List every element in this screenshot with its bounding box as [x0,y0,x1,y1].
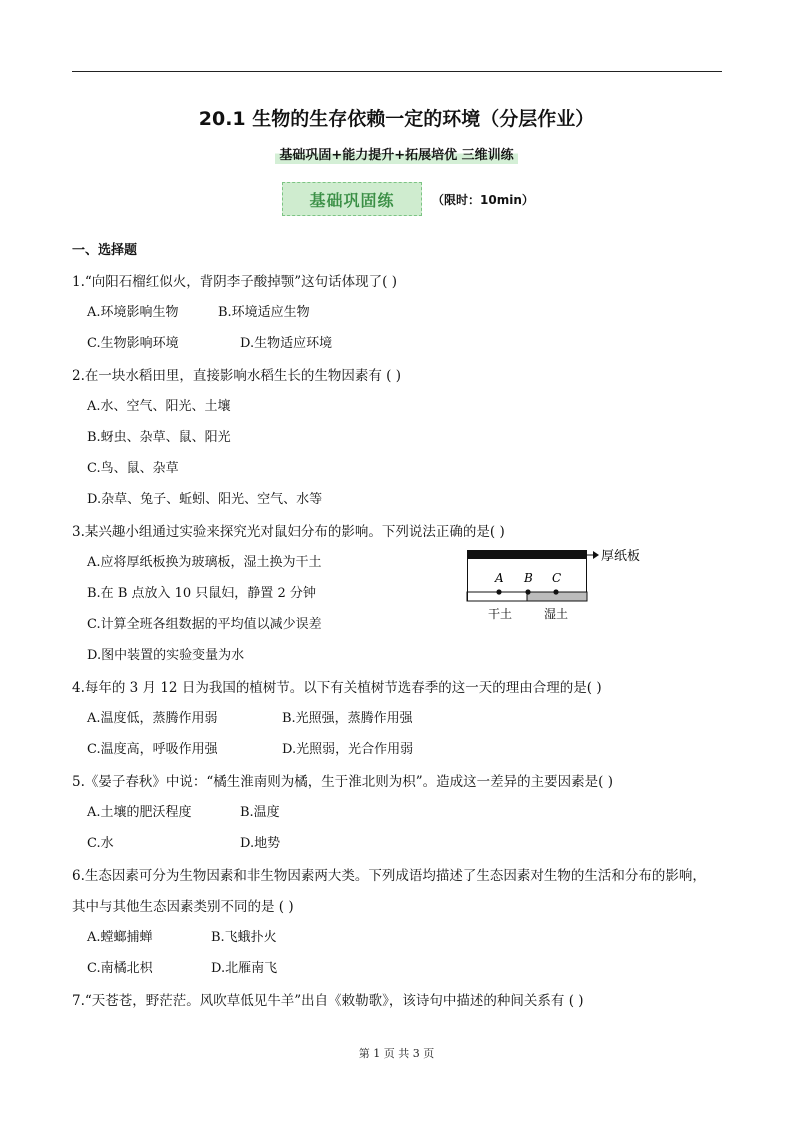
q5-option-c: C.水 [87,836,114,851]
point-a-label: A [495,571,504,585]
q2-option-b: B.蚜虫、杂草、鼠、阳光 [87,430,231,445]
page-title: 20.1 生物的生存依赖一定的环境（分层作业） [198,108,595,130]
q4-option-c: C.温度高，呼吸作用强 [87,742,218,757]
q3-option-a: A.应将厚纸板换为玻璃板，湿土换为干土 [87,555,322,570]
q4-option-d: D.光照弱，光合作用弱 [282,742,414,757]
cardboard-board [467,550,587,559]
q5-option-a: A.土壤的肥沃程度 [87,805,192,820]
q4-option-b: B.光照强，蒸腾作用强 [282,711,413,726]
q2-option-a: A.水、空气、阳光、土壤 [87,399,231,414]
question-7: 7.“天苍苍，野茫茫。风吹草低见牛羊”出自《敕勒歌》，该诗句中描述的种间关系有 ( ) [72,993,584,1009]
q2-option-c: C.鸟、鼠、杂草 [87,461,179,476]
q3-option-d: D.图中装置的实验变量为水 [87,648,245,663]
point-c [553,589,558,594]
question-1: 1.“向阳石榴红似火，背阴李子酸掉颚”这句话体现了( ) [72,274,398,290]
dry-soil-label: 干土 [488,607,513,621]
q1-option-d: D.生物适应环境 [240,336,333,351]
wet-soil-label: 湿土 [544,607,569,621]
q4-option-a: A.温度低，蒸腾作用弱 [87,711,218,726]
point-a [496,589,501,594]
q6-option-c: C.南橘北枳 [87,961,153,976]
q1-option-b: B.环境适应生物 [218,305,310,320]
question-5: 5.《晏子春秋》中说：“橘生淮南则为橘，生于淮北则为枳”。造成这一差异的主要因素是( ) [72,774,614,790]
section-heading: 一、选择题 [72,243,138,258]
time-limit: （限时：10min） [432,193,534,207]
subtitle-wrap [0,143,793,164]
point-b [525,589,530,594]
point-b-label: B [524,571,533,585]
board-label: 厚纸板 [601,549,641,564]
header-rule [72,71,722,72]
question-2: 2.在一块水稻田里，直接影响水稻生长的生物因素有 ( ) [72,368,401,384]
page-subtitle: 基础巩固+能力提升+拓展培优 三维训练 [275,143,517,164]
q2-option-d: D.杂草、兔子、蚯蚓、阳光、空气、水等 [87,492,323,507]
q1-option-c: C.生物影响环境 [87,336,179,351]
q6-option-b: B.飞蛾扑火 [211,930,277,945]
q5-option-b: B.温度 [240,805,280,820]
question-6: 6.生态因素可分为生物因素和非生物因素两大类。下列成语均描述了生态因素对生物的生活和分布的影响， [72,868,706,884]
page-footer: 第 1 页 共 3 页 [358,1047,435,1060]
q5-option-d: D.地势 [240,836,281,851]
question-3: 3.某兴趣小组通过实验来探究光对鼠妇分布的影响。下列说法正确的是( ) [72,524,505,540]
q1-option-a: A.环境影响生物 [87,305,179,320]
q6-option-d: D.北雁南飞 [211,961,278,976]
experiment-diagram [462,547,642,627]
point-c-label: C [552,571,562,585]
q3-option-c: C.计算全班各组数据的平均值以减少误差 [87,617,322,632]
question-4: 4.每年的 3 月 12 日为我国的植树节。以下有关植树节选春季的这一天的理由合理的是( ) [72,680,602,696]
q6-option-a: A.螳螂捕蝉 [87,930,153,945]
section-badge: 基础巩固练 [282,182,422,216]
question-6-cont: 其中与其他生态因素类别不同的是 ( ) [72,899,294,915]
q3-option-b: B.在 B 点放入 10 只鼠妇，静置 2 分钟 [87,586,316,601]
